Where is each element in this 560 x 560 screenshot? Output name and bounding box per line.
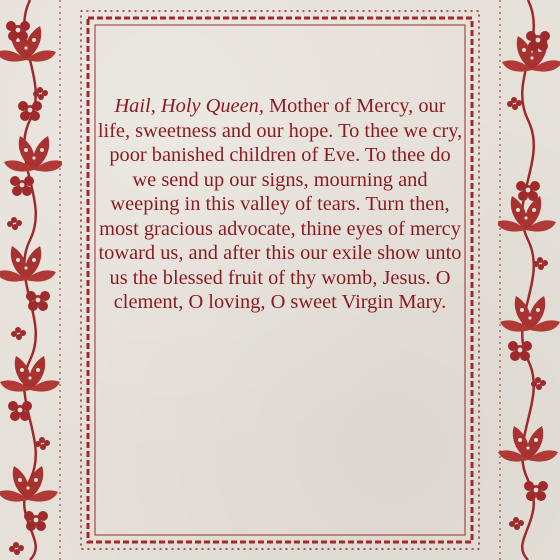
prayer-text — [96, 94, 464, 315]
right-floral-border — [498, 0, 560, 560]
left-floral-border — [0, 0, 62, 560]
prayer-body: Mother of Mercy, our life, sweetness and our hope. To thee we cry, poor banished children of Eve. To thee do we send up our signs, mourning and weeping in this valley of tears. Turn then, most gracious advocate, thine eyes of mercy toward us, and after this our exile show unto us the blessed fruit of thy womb, Jesus. O clement, O loving, O sweet Virgin Mary. — [97, 95, 463, 313]
floral-vine-icon — [0, 0, 62, 560]
floral-vine-icon — [498, 0, 560, 560]
prayer-panel — [78, 8, 482, 552]
prayer-lead: Hail, Holy Queen, — [114, 95, 264, 117]
